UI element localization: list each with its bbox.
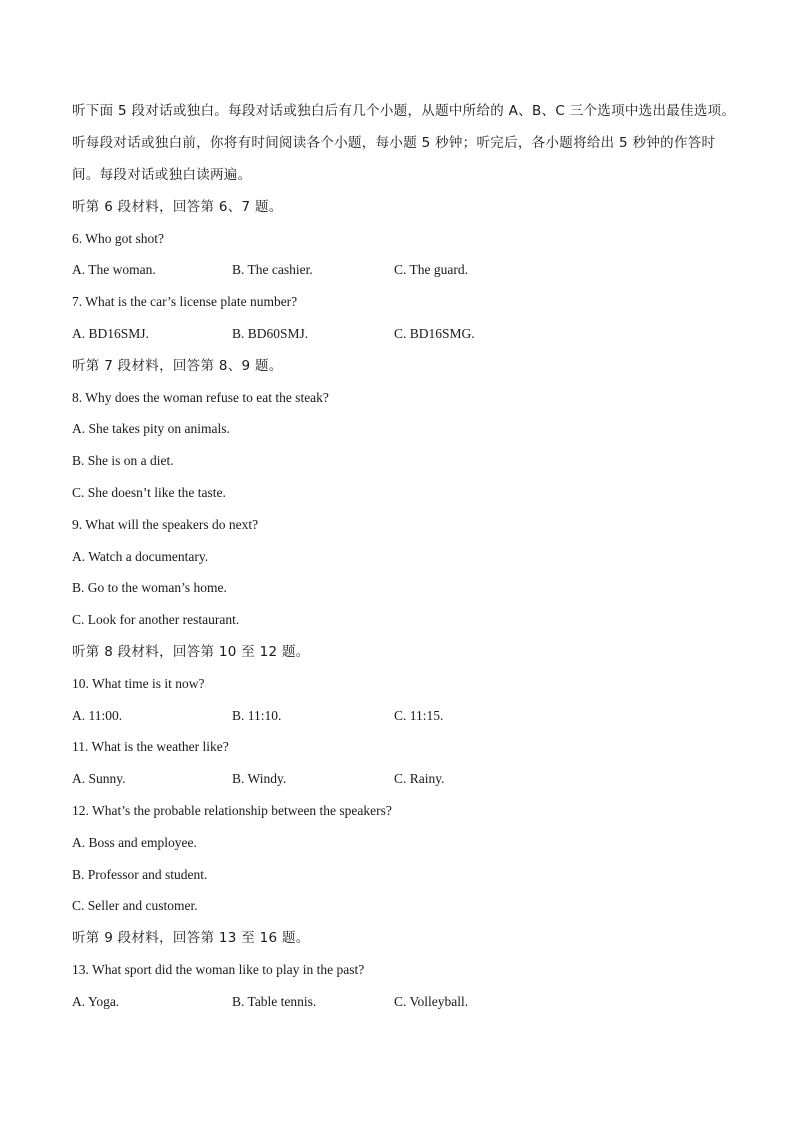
option-c: C. The guard. [394,262,468,277]
instruction-line-1: 听下面 5 段对话或独白。每段对话或独白后有几个小题，从题中所给的 A、B、C 三个选项中选出最佳选项。 [72,103,736,119]
question-text: 12. What’s the probable relationship between the speakers? [72,803,392,818]
question-text: 7. What is the car’s license plate number? [72,294,298,309]
section-heading: 听第 9 段材料，回答第 13 至 16 题。 [72,930,310,946]
question-text: 13. What sport did the woman like to play in the past? [72,962,365,977]
section-heading: 听第 8 段材料，回答第 10 至 12 题。 [72,644,310,660]
instruction-line-3: 间。每段对话或独白读两遍。 [72,167,252,183]
option-a: A. Boss and employee. [72,835,197,850]
option-c: C. She doesn’t like the taste. [72,485,226,500]
option-b: B. BD60SMJ. [232,326,309,341]
option-b: B. Go to the woman’s home. [72,580,227,595]
option-b: B. 11:10. [232,708,282,723]
option-a: A. She takes pity on animals. [72,421,230,436]
question-text: 6. Who got shot? [72,231,164,246]
option-b: B. Professor and student. [72,867,208,882]
option-c: C. BD16SMG. [394,326,475,341]
option-b: B. She is on a diet. [72,453,174,468]
option-a: A. The woman. [72,262,156,277]
instruction-line-2: 听每段对话或独白前，你将有时间阅读各个小题，每小题 5 秒钟；听完后，各小题将给出 5 秒钟的作答时 [72,135,716,151]
option-a: A. BD16SMJ. [72,326,149,341]
question-text: 11. What is the weather like? [72,739,229,754]
option-c: C. Volleyball. [394,994,469,1009]
option-b: B. Windy. [232,771,287,786]
option-a: A. Watch a documentary. [72,549,209,564]
option-c: C. Look for another restaurant. [72,612,240,627]
option-c: C. Rainy. [394,771,445,786]
option-a: A. 11:00. [72,708,123,723]
option-c: C. 11:15. [394,708,444,723]
option-b: B. Table tennis. [232,994,317,1009]
option-a: A. Sunny. [72,771,126,786]
section-heading: 听第 6 段材料，回答第 6、7 题。 [72,199,283,215]
section-heading: 听第 7 段材料，回答第 8、9 题。 [72,358,283,374]
question-text: 9. What will the speakers do next? [72,517,259,532]
question-text: 8. Why does the woman refuse to eat the steak? [72,390,329,405]
question-text: 10. What time is it now? [72,676,205,691]
option-c: C. Seller and customer. [72,898,198,913]
option-b: B. The cashier. [232,262,313,277]
option-a: A. Yoga. [72,994,120,1009]
